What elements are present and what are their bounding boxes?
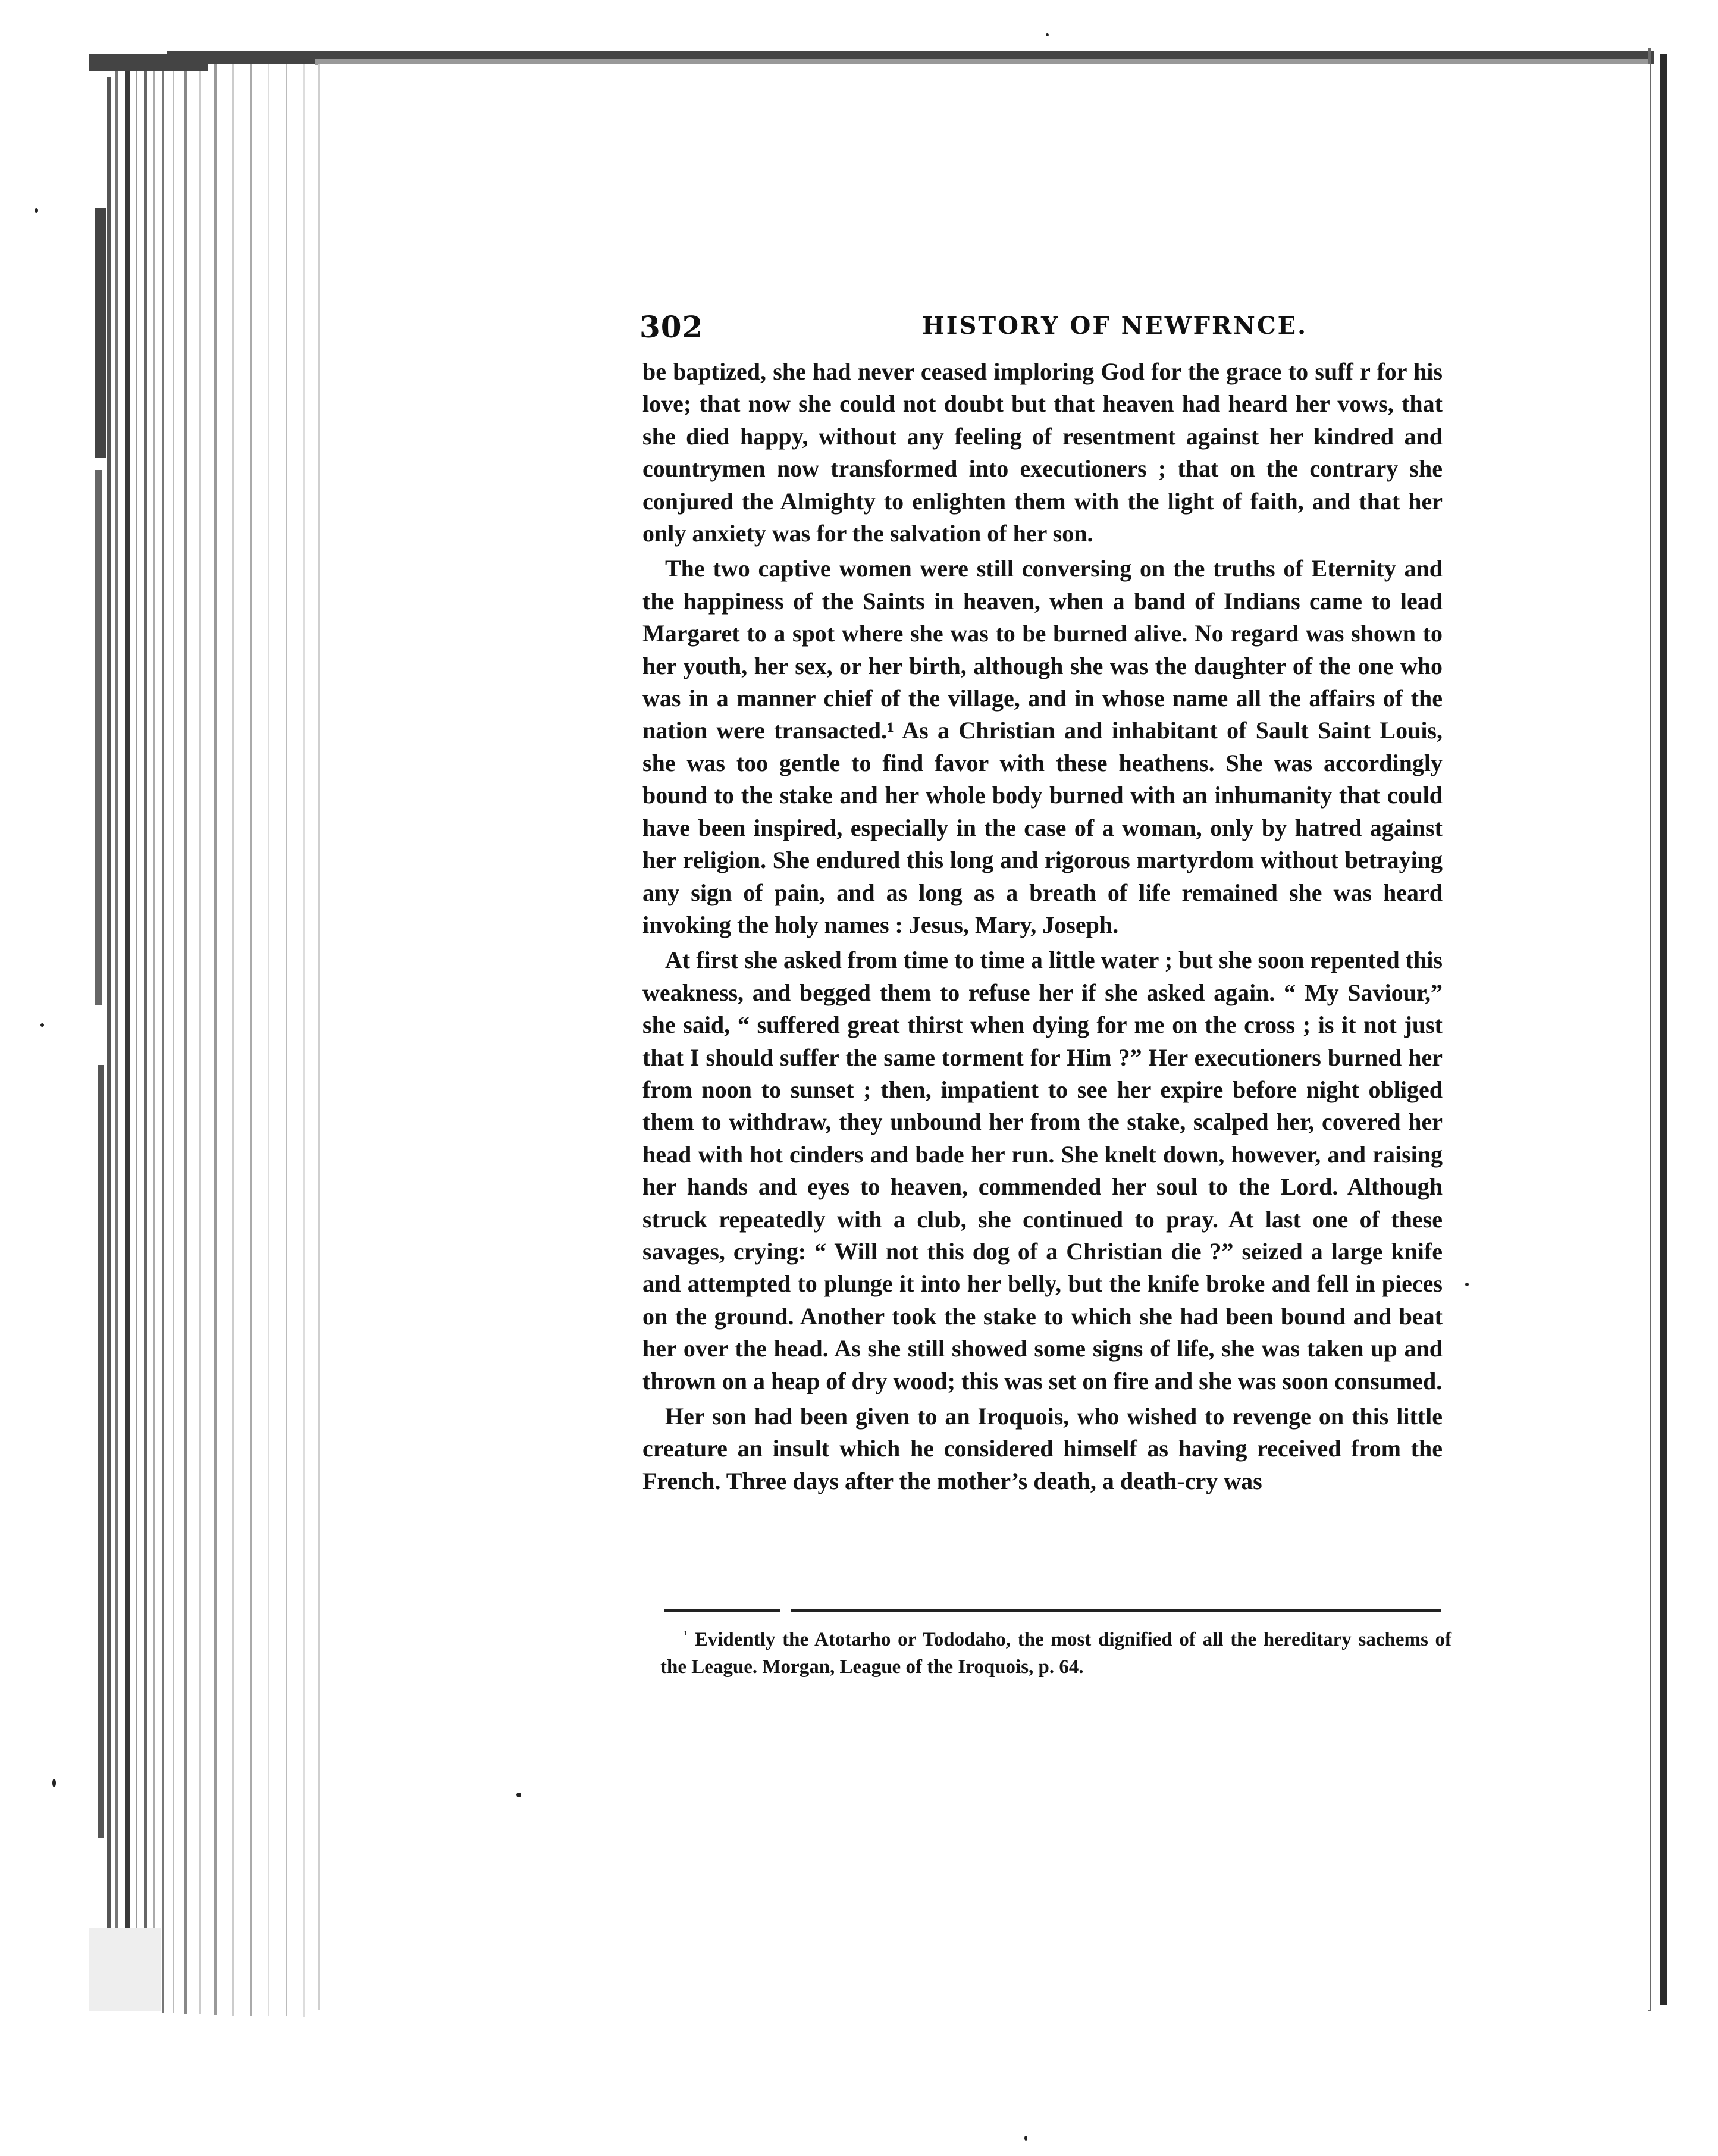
ink-speck	[35, 208, 38, 213]
footnote	[660, 1621, 1451, 1681]
footnote-marker: ¹	[684, 1628, 688, 1641]
ink-speck	[1046, 33, 1049, 36]
ink-speck	[40, 1023, 44, 1027]
running-head: HISTORY OF NEWFRNCE.	[922, 312, 1308, 340]
paragraph: The two captive women were still conversing on the truths of Eternity and the happiness of the Saints in heaven, when a band of Indians came to lead Margaret to a spot where she was to be burned alive. No regard was shown to her youth, her sex, or her birth, although she was the daughter of the one who was in a manner chief of the village, and in whose name all the affairs of the nation were transacted.¹ As a Christian and inhabitant of Sault Saint Louis, she was too gentle to find favor with these heathens. She was accordingly bound to the stake and her whole body burned with an inhumanity that could have been inspired, especially in the case of a woman, only by hatred against her religion. She endured this long and rigorous martyrdom without betraying any sign of pain, and as long as a breath of life remained she was heard invoking the holy names : Jesus, Mary, Joseph.	[642, 555, 1443, 938]
paragraph: At first she asked from time to time a little water ; but she soon repented this weakness, and begged them to refuse her if she asked again. “ My Saviour,” she said, “ suffered great thirst when dying for me on the cross ; is it not just that I should suffer the same torment for Him ?” Her executioners burned her from noon to sunset ; then, impatient to see her expire before night obliged them to withdraw, they unbound her from the stake, scalped her, covered her head with hot cinders and bade her run. She knelt down, however, and raising her hands and eyes to heaven, commended her soul to the Lord. Although struck repeatedly with a club, she continued to pray. At last one of these savages, crying: “ Will not this dog of a Christian die ?” seized a large knife and attempted to plunge it into her belly, but the knife broke and fell in pieces on the ground. Another took the stake to which she had been bound and beat her over the head. As she still showed some signs of life, she was taken up and thrown on a heap of dry wood; this was set on fire and she was soon consumed.	[642, 947, 1443, 1394]
page-header	[639, 309, 1443, 351]
paragraph: Her son had been given to an Iroquois, who wished to revenge on this little creature an insult which he considered himself as having received from the French. Three days after the mother’s death, a death-cry was	[642, 1403, 1443, 1494]
paragraph: be baptized, she had never ceased imploring God for the grace to suff r for his love; that now she could not doubt but that heaven had heard her vows, that she died happy, without any feeling of resentment against her kindred and countrymen now transformed into executioners ; that on the contrary she conjured the Almighty to enlighten them with the light of faith, and that her only anxiety was for the salvation of her son.	[642, 358, 1443, 547]
book-page-edges	[89, 54, 327, 2017]
body-text	[642, 356, 1443, 1497]
ink-speck	[1465, 1283, 1469, 1286]
binding-edge	[1648, 42, 1718, 2011]
footnote-rule	[664, 1609, 1441, 1612]
footnote-text: Evidently the Atotarho or Tododaho, the most dignified of all the hereditary sachems of the League. Morgan, League of the Iroquois, p. 64.	[660, 1629, 1452, 1678]
page-number: 302	[639, 309, 704, 344]
ink-speck	[516, 1793, 521, 1797]
ink-speck	[52, 1779, 56, 1787]
ink-speck	[1024, 2136, 1027, 2141]
